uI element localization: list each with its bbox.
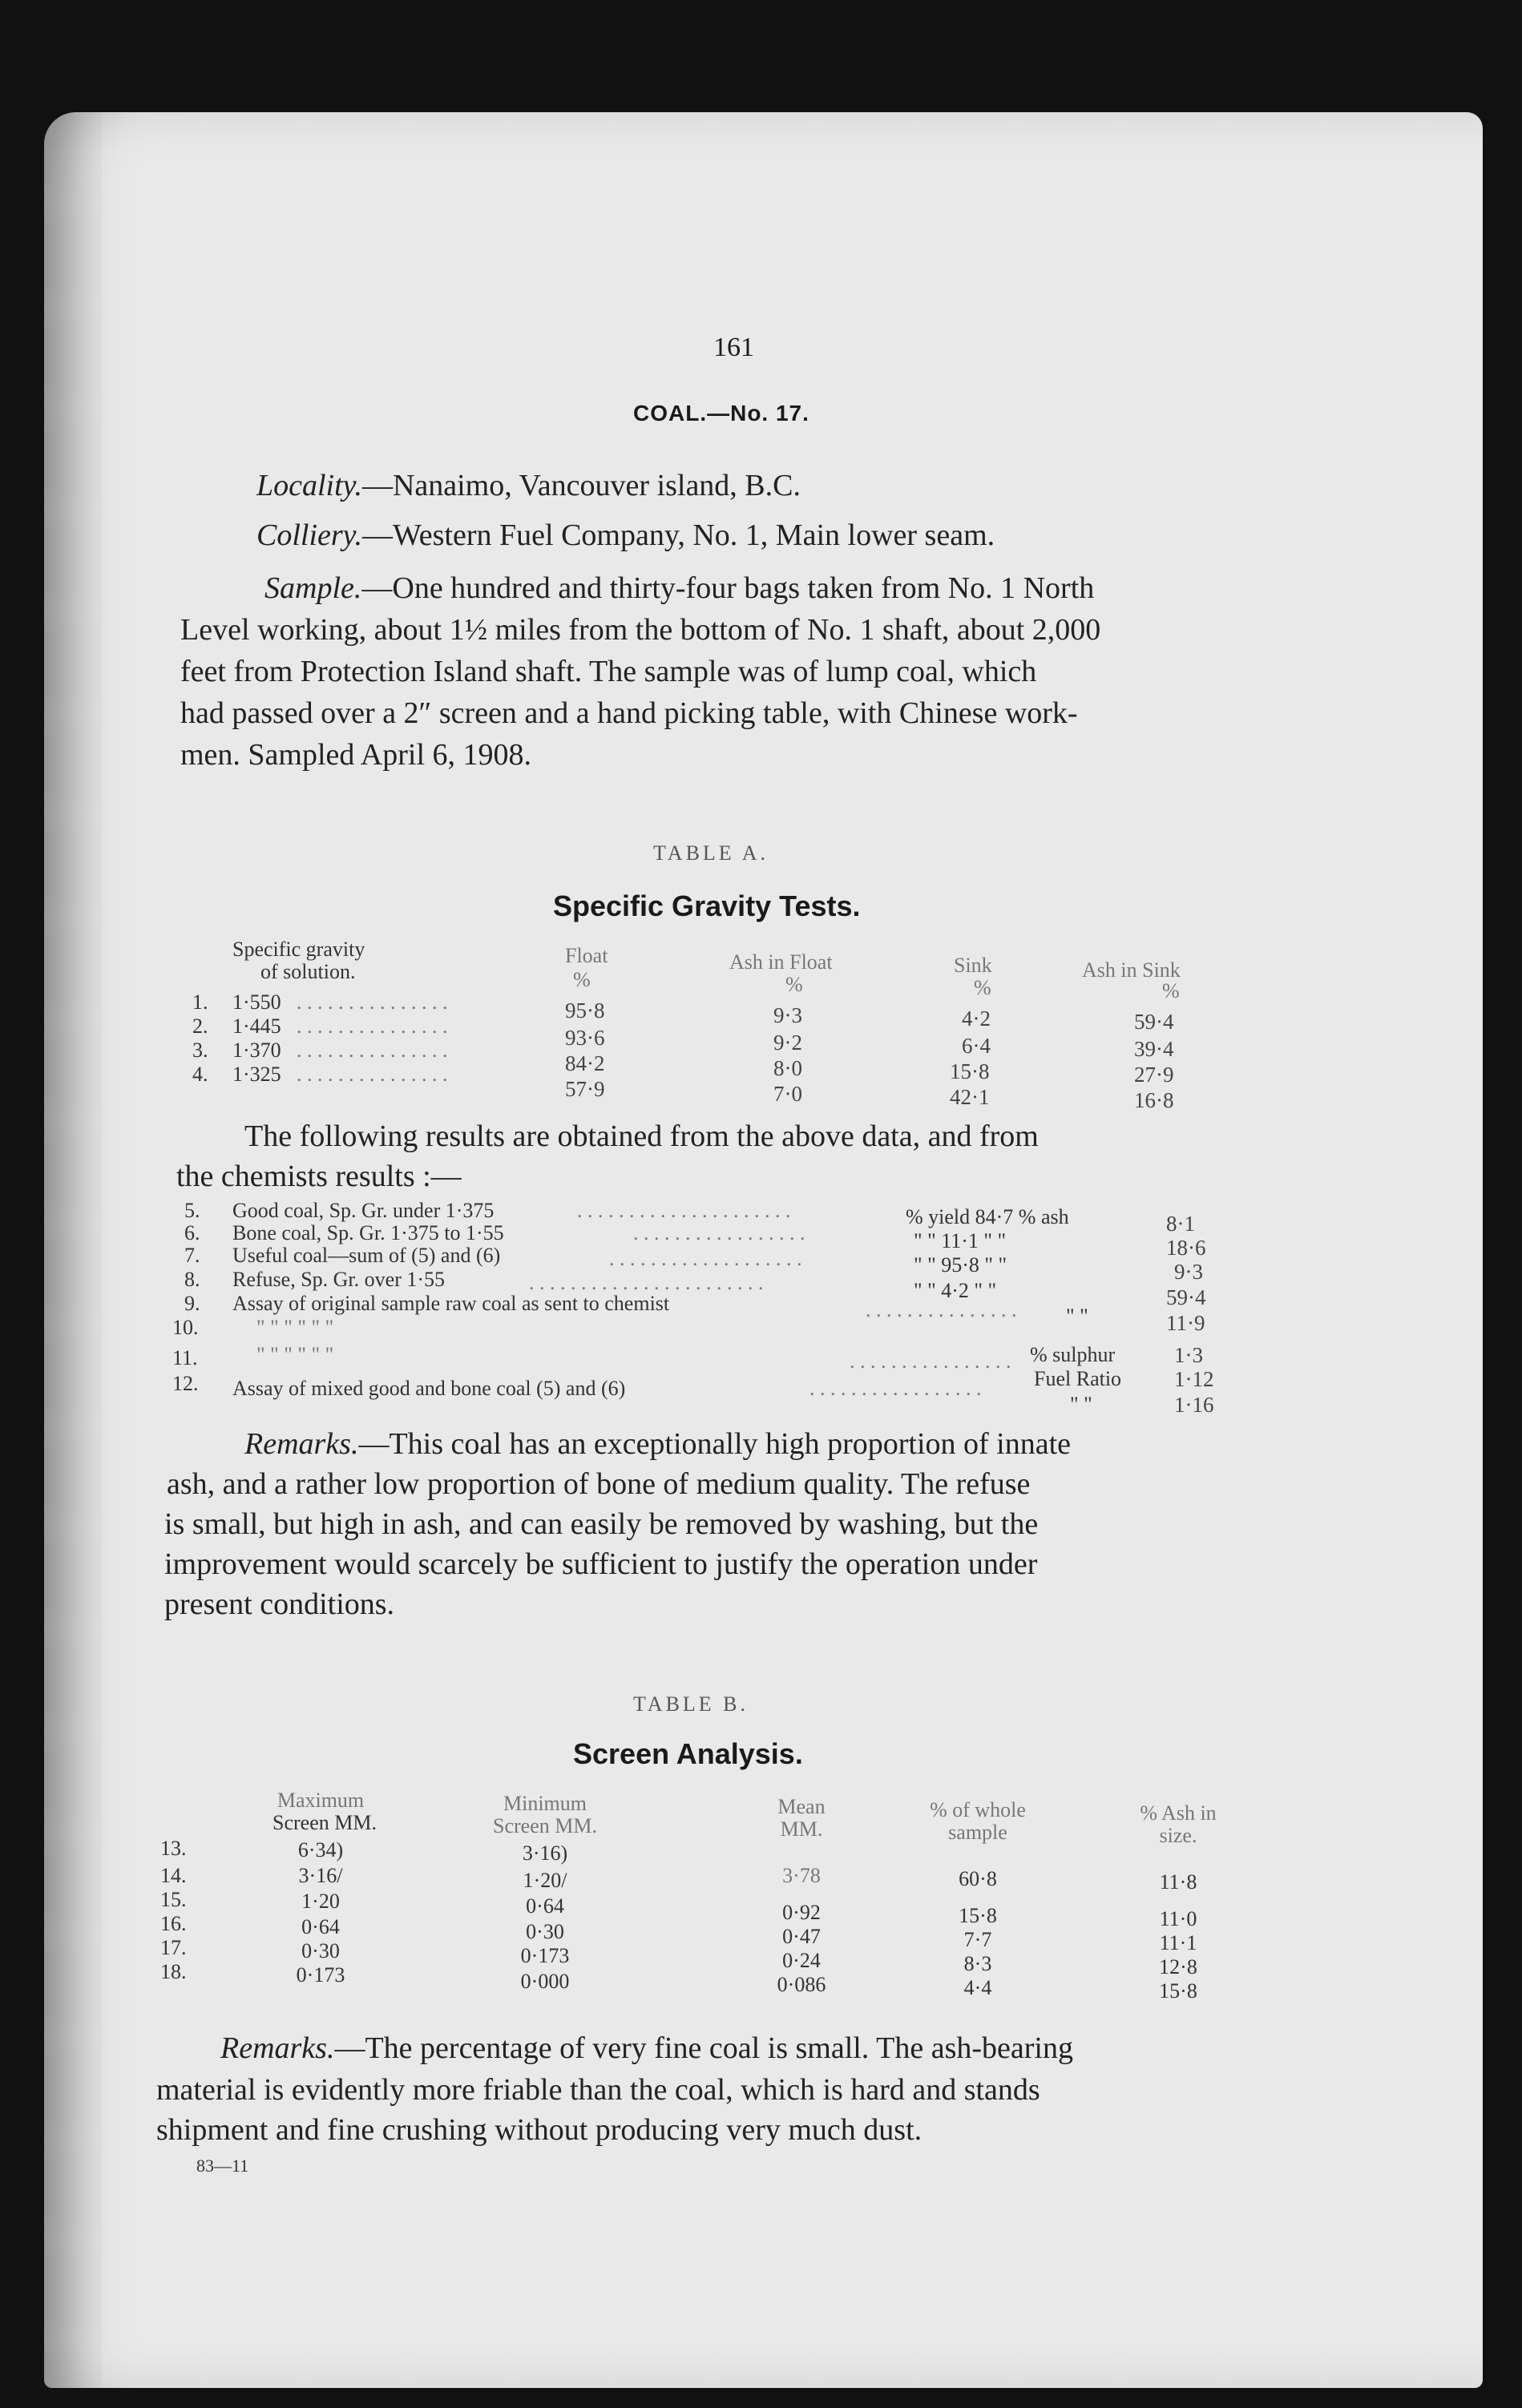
- colliery-text: —Western Fuel Company, No. 1, Main lower seam.: [361, 518, 995, 552]
- table-b-row-max: 0·64: [301, 1915, 340, 1938]
- table-b-header-mean-1: Mean: [777, 1795, 826, 1818]
- table-b-row-num: 14.: [160, 1864, 187, 1887]
- locality-line: [256, 465, 801, 506]
- remarks-1-line-2: ash, and a rather low proportion of bone of medium quality. The refuse: [167, 1467, 1031, 1501]
- table-a-row-num: 2.: [192, 1014, 208, 1038]
- result-label: Refuse, Sp. Gr. over 1·55: [232, 1268, 446, 1291]
- table-b-row-ash: 11·1: [1159, 1931, 1197, 1954]
- table-b-row-whole: 7·7: [963, 1928, 992, 1951]
- table-b-header-min-1: Minimum: [503, 1792, 587, 1815]
- result-col1: % sulphur: [1030, 1343, 1116, 1366]
- table-b-header-max-2: Screen MM.: [273, 1811, 377, 1834]
- table-b-row-whole: 4·4: [963, 1976, 992, 1999]
- table-b-row-mean: 0·086: [777, 1973, 826, 1996]
- table-b-row-mean: 0·24: [782, 1949, 821, 1972]
- table-a-row-ash-sink: 59·4: [1134, 1010, 1174, 1034]
- table-b-row-min: 0·000: [520, 1970, 570, 1993]
- table-b-header-mean-2: MM.: [780, 1817, 823, 1841]
- result-label: Good coal, Sp. Gr. under 1·375: [232, 1199, 495, 1222]
- table-b-row-num: 13.: [160, 1837, 187, 1860]
- remarks-1-line-3: is small, but high in ash, and can easily be removed by washing, but the: [164, 1507, 1039, 1541]
- sample-line-1: [264, 567, 1094, 609]
- leader-dots: . . . . . . . . . . . . . . . . . . .: [609, 1247, 802, 1270]
- leader-dots: . . . . . . . . . . . . . . . . . . . . .: [577, 1199, 791, 1222]
- remarks-2-text: —The percentage of very fine coal is small. The ash-bearing: [334, 2031, 1073, 2065]
- table-b-header-max-1: Maximum: [277, 1789, 365, 1812]
- table-b-row-ash: 12·8: [1159, 1955, 1197, 1978]
- table-b-row-whole: 8·3: [963, 1952, 992, 1975]
- table-b-header-whole-1: % of whole: [930, 1798, 1026, 1821]
- table-b-row-max: 0·30: [301, 1939, 340, 1962]
- locality-label: Locality.: [256, 469, 362, 502]
- table-b-row-max: 0·173: [296, 1963, 345, 1986]
- table-b-row-num: 16.: [160, 1912, 187, 1935]
- result-col1: Fuel Ratio: [1034, 1367, 1122, 1390]
- result-col1: " " 95·8 " ": [914, 1253, 1007, 1277]
- table-b-subtitle: Screen Analysis.: [573, 1737, 803, 1770]
- table-a-row-num: 3.: [192, 1039, 208, 1062]
- result-value: 9·3: [1174, 1260, 1203, 1284]
- remarks-1-line-4: improvement would scarcely be sufficient to justify the operation under: [164, 1547, 1038, 1581]
- remarks-1-line-1: [244, 1423, 1071, 1465]
- section-heading: COAL.—No. 17.: [633, 401, 809, 426]
- leader-dots: . . . . . . . . . . . . . . .: [297, 1014, 448, 1038]
- remarks-1-text: —This coal has an exceptionally high proportion of innate: [358, 1427, 1072, 1461]
- table-a-row-ash-sink: 16·8: [1134, 1088, 1174, 1112]
- table-b-row-min: 0·30: [526, 1920, 564, 1943]
- colliery-label: Colliery.: [256, 518, 362, 552]
- remarks-2-line-2: material is evidently more friable than the coal, which is hard and stands: [156, 2073, 1040, 2107]
- result-num: 8.: [184, 1268, 200, 1291]
- table-b-title: TABLE B.: [633, 1692, 749, 1716]
- table-b-row-min: 0·64: [526, 1894, 564, 1918]
- leader-dots: . . . . . . . . . . . . . . . . . . . . . . .: [529, 1271, 764, 1294]
- table-b-row-mean: 3·78: [782, 1864, 821, 1887]
- sample-label: Sample.: [264, 571, 362, 605]
- result-col1: " " 4·2 " ": [914, 1279, 997, 1302]
- table-b-row-max: 6·34): [297, 1838, 344, 1861]
- table-a-row-sg: 1·445: [232, 1014, 281, 1038]
- table-a-row-ash-sink: 27·9: [1134, 1063, 1174, 1087]
- table-a-row-sg: 1·370: [232, 1039, 281, 1062]
- table-a-header-ash-float: Ash in Float: [729, 950, 833, 974]
- table-a-row-float: 95·8: [565, 998, 605, 1022]
- table-a-row-sink: 4·2: [962, 1006, 991, 1031]
- table-a-header-sg-1: Specific gravity: [232, 938, 365, 961]
- results-intro-2: the chemists results :—: [176, 1160, 462, 1193]
- table-a-header-sink: Sink: [954, 954, 992, 977]
- remarks-2-line-1: [220, 2027, 1073, 2069]
- result-value: 8·1: [1166, 1212, 1195, 1236]
- result-num: 12.: [172, 1372, 199, 1395]
- table-b-row-mean: 0·47: [782, 1925, 821, 1948]
- table-a-row-num: 1.: [192, 990, 208, 1014]
- result-value: 11·9: [1166, 1311, 1205, 1335]
- table-a-row-sg: 1·550: [232, 990, 281, 1014]
- leader-dots: . . . . . . . . . . . . . . . . .: [633, 1221, 805, 1244]
- result-label: Bone coal, Sp. Gr. 1·375 to 1·55: [232, 1221, 504, 1244]
- result-label: Assay of mixed good and bone coal (5) and (6): [232, 1377, 626, 1400]
- result-label: " " " " " ": [256, 1316, 334, 1339]
- table-a-row-sg: 1·325: [232, 1063, 281, 1086]
- leader-dots: . . . . . . . . . . . . . . .: [866, 1298, 1017, 1321]
- result-num: 5.: [184, 1199, 200, 1222]
- result-num: 10.: [172, 1316, 199, 1339]
- percent-sign: %: [573, 968, 591, 991]
- table-a-row-float: 93·6: [565, 1026, 605, 1050]
- remarks-2-label: Remarks.: [220, 2031, 335, 2065]
- result-value: 1·3: [1174, 1343, 1203, 1367]
- result-label: " " " " " ": [256, 1343, 334, 1366]
- results-intro-1: The following results are obtained from the above data, and from: [244, 1119, 1039, 1153]
- percent-sign: %: [1162, 979, 1180, 1002]
- table-a-row-float: 84·2: [565, 1051, 605, 1075]
- table-b-row-max: 1·20: [301, 1890, 340, 1913]
- table-a-row-sink: 6·4: [962, 1034, 991, 1058]
- table-b-row-max: 3·16/: [298, 1864, 343, 1887]
- result-label: Useful coal—sum of (5) and (6): [232, 1244, 501, 1267]
- sample-text-1: —One hundred and thirty-four bags taken from No. 1 North: [361, 571, 1095, 605]
- table-b-row-ash: 11·0: [1159, 1907, 1197, 1930]
- table-b-header-min-2: Screen MM.: [493, 1814, 597, 1837]
- leader-dots: . . . . . . . . . . . . . . . .: [850, 1349, 1011, 1373]
- result-value: 1·16: [1174, 1393, 1214, 1417]
- percent-sign: %: [974, 976, 991, 999]
- table-b-row-ash: 11·8: [1159, 1870, 1197, 1894]
- table-b-row-whole: 15·8: [959, 1904, 997, 1927]
- result-value: 18·6: [1166, 1236, 1206, 1260]
- result-value: 1·12: [1174, 1367, 1214, 1391]
- catalog-number: 83—11: [196, 2156, 249, 2176]
- remarks-1-line-5: present conditions.: [164, 1587, 395, 1621]
- sample-line-5: men. Sampled April 6, 1908.: [180, 738, 532, 772]
- remarks-2-line-3: shipment and fine crushing without producing very much dust.: [156, 2113, 922, 2147]
- table-a-row-sink: 15·8: [950, 1059, 990, 1083]
- table-b-header-ash-2: size.: [1159, 1824, 1197, 1847]
- leader-dots: . . . . . . . . . . . . . . . . .: [809, 1377, 982, 1400]
- table-a-row-ash-float: 7·0: [773, 1082, 802, 1106]
- table-a-row-num: 4.: [192, 1063, 208, 1086]
- table-a-row-ash-float: 9·2: [773, 1031, 802, 1055]
- table-b-row-num: 17.: [160, 1936, 187, 1959]
- result-col1: " " 11·1 " ": [914, 1229, 1007, 1252]
- leader-dots: . . . . . . . . . . . . . . .: [297, 1039, 448, 1062]
- result-num: 6.: [184, 1221, 200, 1244]
- sample-line-3: feet from Protection Island shaft. The sample was of lump coal, which: [180, 655, 1037, 688]
- result-value: 59·4: [1166, 1285, 1206, 1309]
- table-b-row-ash: 15·8: [1159, 1979, 1197, 2003]
- sample-line-2: Level working, about 1½ miles from the bottom of No. 1 shaft, about 2,000: [180, 613, 1101, 647]
- result-num: 9.: [184, 1292, 200, 1315]
- colliery-line: [256, 514, 995, 556]
- table-b-row-min: 0·173: [520, 1944, 570, 1967]
- leader-dots: . . . . . . . . . . . . . . .: [297, 990, 448, 1014]
- result-num: 7.: [184, 1244, 200, 1267]
- result-col1: " ": [1066, 1305, 1088, 1328]
- table-b-header-whole-2: sample: [948, 1821, 1007, 1844]
- table-a-row-ash-float: 9·3: [773, 1003, 802, 1027]
- table-a-row-ash-sink: 39·4: [1134, 1037, 1174, 1061]
- remarks-1-label: Remarks.: [244, 1427, 359, 1461]
- table-a-header-sg-2: of solution.: [260, 960, 356, 983]
- table-a-subtitle: Specific Gravity Tests.: [553, 889, 861, 922]
- table-a-row-sink: 42·1: [950, 1085, 990, 1109]
- table-b-row-num: 18.: [160, 1960, 187, 1983]
- table-a-row-float: 57·9: [565, 1077, 605, 1101]
- table-a-header-ash-sink: Ash in Sink: [1082, 958, 1181, 982]
- leader-dots: . . . . . . . . . . . . . . .: [297, 1063, 448, 1086]
- result-col1: " ": [1070, 1393, 1092, 1416]
- table-a-header-float: Float: [565, 944, 608, 967]
- table-b-header-ash-1: % Ash in: [1140, 1801, 1217, 1825]
- result-col1: % yield 84·7 % ash: [906, 1205, 1069, 1228]
- sample-line-4: had passed over a 2″ screen and a hand picking table, with Chinese work-: [180, 696, 1078, 730]
- table-a-row-ash-float: 8·0: [773, 1056, 802, 1080]
- locality-text: —Nanaimo, Vancouver island, B.C.: [361, 469, 801, 502]
- table-b-row-mean: 0·92: [782, 1901, 821, 1924]
- table-a-title: TABLE A.: [653, 841, 769, 865]
- table-b-row-min: 3·16): [522, 1841, 568, 1865]
- table-b-row-min: 1·20/: [523, 1869, 567, 1892]
- result-label: Assay of original sample raw coal as sent to chemist: [232, 1292, 670, 1315]
- result-num: 11.: [172, 1346, 198, 1369]
- page-number: 161: [713, 333, 754, 362]
- percent-sign: %: [785, 973, 803, 996]
- table-b-row-whole: 60·8: [959, 1867, 997, 1890]
- table-b-row-num: 15.: [160, 1888, 187, 1911]
